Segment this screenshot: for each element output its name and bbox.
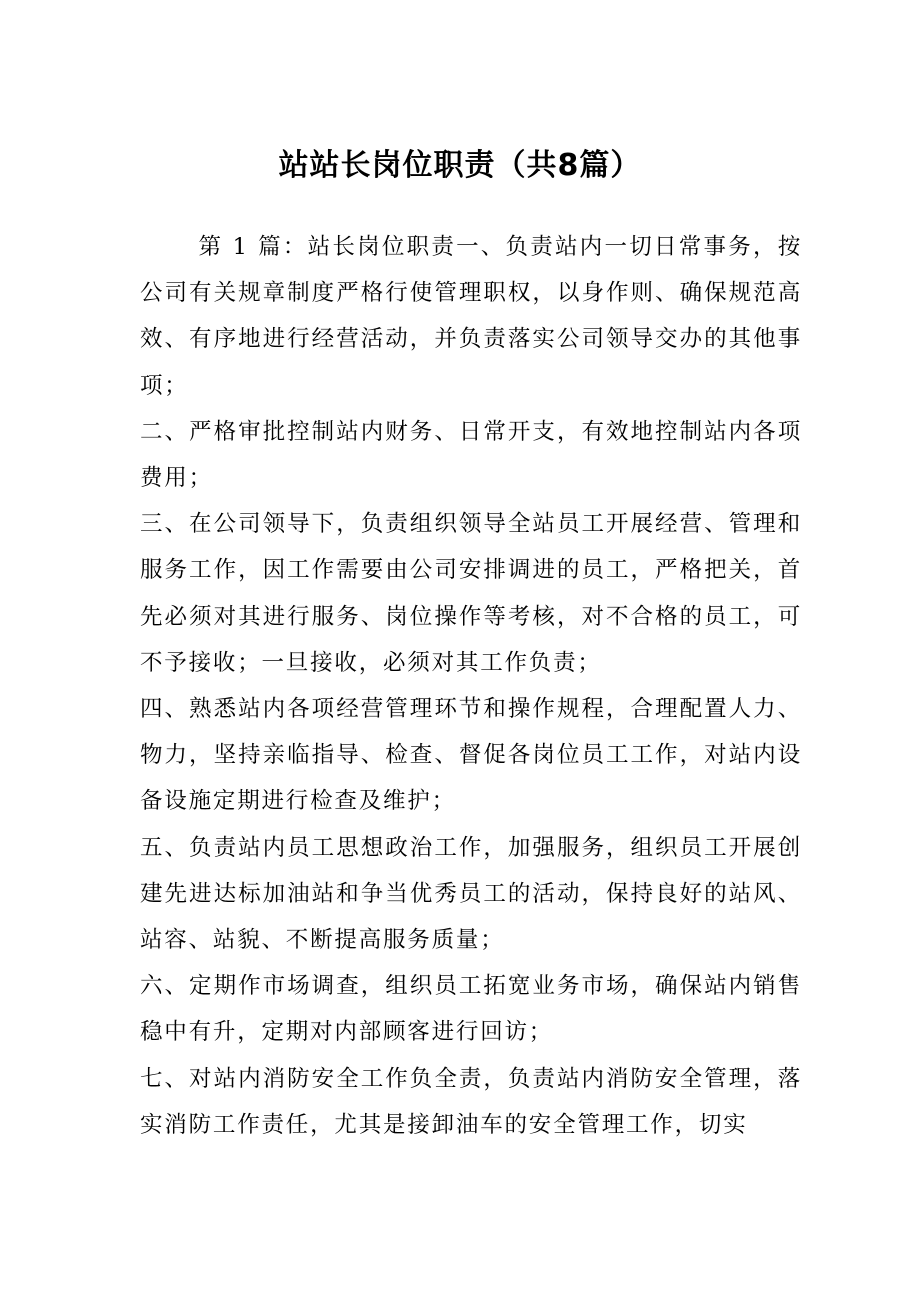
document-title: 站站长岗位职责（共8篇） xyxy=(278,148,642,183)
paragraph-3: 三、在公司领导下，负责组织领导全站员工开展经营、管理和服务工作，因工作需要由公司安排调进的员工，严格把关，首先必须对其进行服务、岗位操作等考核，对不合格的员工，可不予接收；一旦接收，必须对其工作负责； xyxy=(140,511,802,676)
paragraph-1: 第 1 篇：站长岗位职责一、负责站内一切日常事务，按公司有关规章制度严格行使管理职权，以身作则、确保规范高效、有序地进行经营活动，并负责落实公司领导交办的其他事项； xyxy=(140,234,802,399)
paragraph-6: 六、定期作市场调查，组织员工拓宽业务市场，确保站内销售稳中有升，定期对内部顾客进行回访； xyxy=(140,973,802,1046)
document-body xyxy=(140,224,802,1148)
paragraph-7: 七、对站内消防安全工作负全责，负责站内消防安全管理，落实消防工作责任，尤其是接卸油车的安全管理工作，切实 xyxy=(140,1065,802,1138)
paragraph-5: 五、负责站内员工思想政治工作，加强服务，组织员工开展创建先进达标加油站和争当优秀员工的活动，保持良好的站风、站容、站貌、不断提高服务质量； xyxy=(140,834,802,954)
paragraph-4: 四、熟悉站内各项经营管理环节和操作规程，合理配置人力、物力，坚持亲临指导、检查、督促各岗位员工工作，对站内设备设施定期进行检查及维护； xyxy=(140,696,802,815)
paragraph-2: 二、严格审批控制站内财务、日常开支，有效地控制站内各项费用； xyxy=(140,418,802,492)
